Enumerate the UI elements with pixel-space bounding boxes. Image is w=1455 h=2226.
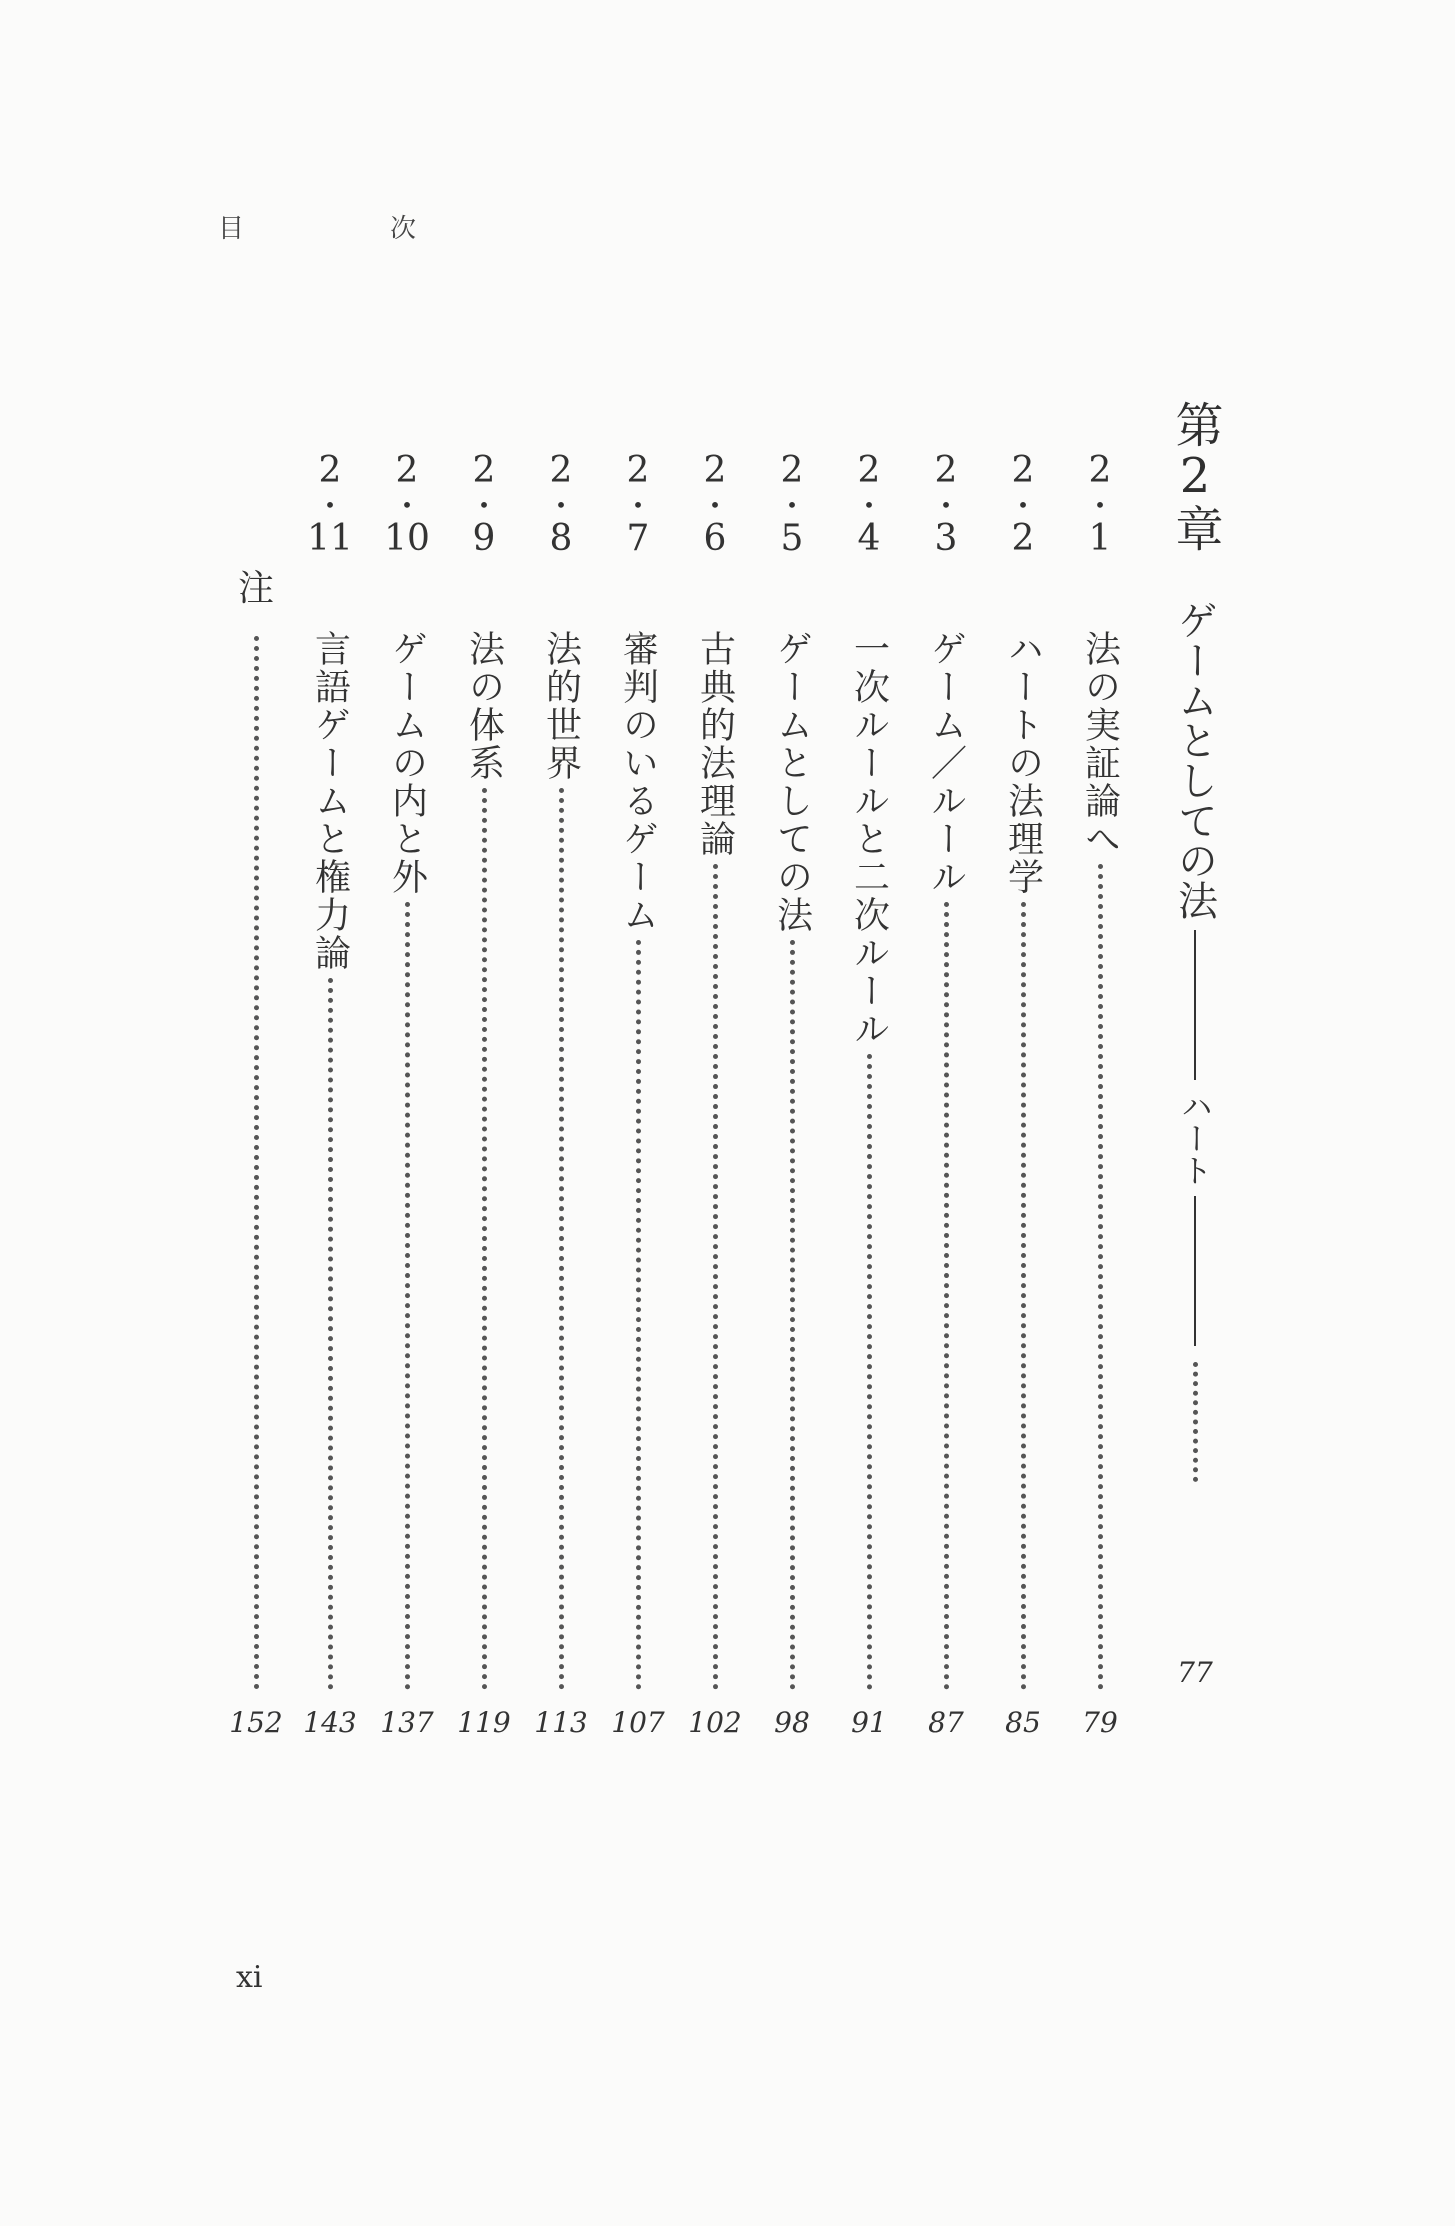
section-title: 法的世界: [540, 630, 582, 782]
section-number: 2 • 9: [472, 450, 496, 559]
toc-entry[interactable]: [916, 450, 976, 1740]
section-title-line: [1070, 630, 1130, 1690]
section-title-line: [762, 630, 822, 1690]
section-number: 2 • 11: [307, 450, 353, 559]
section-title-line: [454, 630, 514, 1690]
page-number: 87: [928, 1706, 964, 1739]
section-title-line: [300, 630, 360, 1690]
section-title-line: [993, 630, 1053, 1690]
section-title: 一次ルールと二次ルール: [848, 630, 890, 1048]
dot-leader: [636, 940, 641, 1690]
dot-leader: [1193, 1362, 1198, 1482]
chapter-heading: [1160, 400, 1230, 1740]
toc-entry[interactable]: [300, 450, 360, 1740]
page-number: 102: [688, 1706, 742, 1739]
section-title-line: [916, 630, 976, 1690]
section-number: 2 • 2: [1011, 450, 1035, 559]
dot-leader: [790, 940, 795, 1690]
section-title: ゲーム／ルール: [925, 630, 967, 896]
toc-entry[interactable]: [839, 450, 899, 1740]
dot-leader: [867, 1054, 872, 1690]
chapter-title-line: [1162, 600, 1228, 1482]
toc-entry[interactable]: [377, 450, 437, 1740]
section-number: 2 • 1: [1088, 450, 1112, 559]
section-title: 法の体系: [463, 630, 505, 782]
chapter-subtitle: ハート: [1176, 1090, 1214, 1186]
page-number: 79: [1082, 1706, 1118, 1739]
section-title: ハートの法理学: [1002, 630, 1044, 896]
dot-leader: [254, 636, 259, 1690]
toc-entry[interactable]: [531, 450, 591, 1740]
section-title-line: [608, 630, 668, 1690]
page-number: 152: [229, 1706, 283, 1739]
section-title: 言語ゲームと権力論: [309, 630, 351, 972]
section-title: 審判のいるゲーム: [617, 630, 659, 934]
section-title-line: [685, 630, 745, 1690]
section-number: 2 • 8: [549, 450, 573, 559]
section-title: 法の実証論へ: [1079, 630, 1121, 858]
page-number: 77: [1177, 1656, 1213, 1689]
section-title-line: [839, 630, 899, 1690]
section-title: ゲームとしての法: [771, 630, 813, 934]
dash: [1194, 930, 1196, 1080]
toc-entry[interactable]: [762, 450, 822, 1740]
notes-leader-line: [226, 630, 286, 1690]
page-number: 98: [774, 1706, 810, 1739]
section-title: ゲームの内と外: [386, 630, 428, 896]
page-number: 113: [534, 1706, 588, 1739]
section-number: 2 • 10: [384, 450, 430, 559]
dot-leader: [1021, 902, 1026, 1690]
page-number: 91: [851, 1706, 887, 1739]
section-number: 2 • 3: [934, 450, 958, 559]
toc-entry-notes[interactable]: [226, 450, 286, 1740]
dot-leader: [713, 864, 718, 1690]
dot-leader: [328, 978, 333, 1690]
dot-leader: [482, 788, 487, 1690]
page-number: 85: [1005, 1706, 1041, 1739]
dash: [1194, 1196, 1196, 1346]
section-number: 2 • 4: [857, 450, 881, 559]
notes-label: 注: [237, 568, 274, 609]
section-title-line: [377, 630, 437, 1690]
section-title-line: [531, 630, 591, 1690]
dot-leader: [944, 902, 949, 1690]
dot-leader: [1098, 864, 1103, 1690]
page-number: 119: [457, 1706, 511, 1739]
section-number: 2 • 5: [780, 450, 804, 559]
section-number: 2 • 6: [703, 450, 727, 559]
chapter-label: 第2章: [1167, 400, 1223, 552]
toc-entry[interactable]: [1070, 450, 1130, 1740]
toc-entry[interactable]: [454, 450, 514, 1740]
section-number: 2 • 7: [626, 450, 650, 559]
page-number: 107: [611, 1706, 665, 1739]
dot-leader: [559, 788, 564, 1690]
page-number: 143: [303, 1706, 357, 1739]
chapter-title: ゲームとしての法: [1171, 600, 1218, 920]
toc-entry[interactable]: [608, 450, 668, 1740]
toc-entry[interactable]: [993, 450, 1053, 1740]
section-title: 古典的法理論: [694, 630, 736, 858]
dot-leader: [405, 902, 410, 1690]
page-number: 137: [380, 1706, 434, 1739]
toc-entry[interactable]: [685, 450, 745, 1740]
running-head: 目 次: [218, 214, 477, 244]
folio: xi: [236, 1960, 263, 1995]
